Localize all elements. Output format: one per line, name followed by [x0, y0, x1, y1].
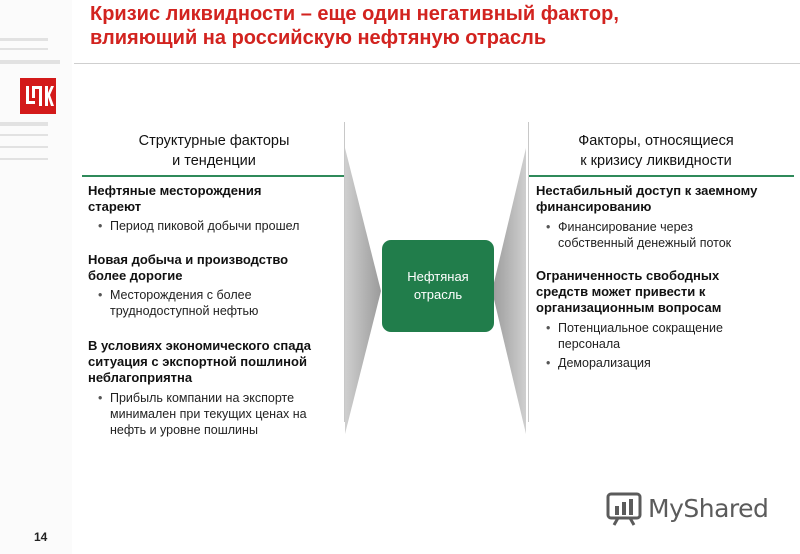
slide-title: [90, 2, 780, 50]
sidebar-stripe: [0, 158, 48, 160]
left-column-heading: [100, 131, 328, 171]
left-bullet-text: труднодоступной нефтью: [110, 304, 259, 318]
left-item-title: [88, 252, 342, 284]
right-heading-line: к кризису ликвидности: [580, 153, 732, 169]
sidebar-stripe: [0, 60, 60, 64]
myshared-logo-icon: [606, 492, 642, 526]
right-bullet-text: Потенциальное сокращение: [558, 321, 723, 335]
lukoil-logo-icon: [20, 78, 56, 114]
sidebar-stripe: [0, 146, 48, 148]
left-heading-line: и тенденции: [172, 153, 256, 169]
center-box-line: Нефтяная: [407, 269, 469, 284]
left-bullet-text: нефть и уровне пошлины: [110, 423, 258, 437]
left-item-title-line: более дорогие: [88, 268, 183, 283]
right-bullet: [546, 355, 790, 371]
right-heading-line: Факторы, относящиеся: [578, 133, 734, 149]
left-heading-rule: [82, 175, 344, 177]
right-item-title-line: финансированию: [536, 199, 652, 214]
left-item-title-line: стареют: [88, 199, 142, 214]
right-bullet: [546, 219, 790, 251]
left-bullet: [98, 287, 342, 319]
sidebar-stripe: [0, 134, 48, 136]
right-bullet-text: Финансирование через: [558, 220, 693, 234]
slide-title-line: Кризис ликвидности – еще один негативный фактор,: [90, 3, 619, 25]
bullet-dot-icon: •: [546, 356, 551, 370]
right-item-title-line: Нестабильный доступ к заемному: [536, 183, 758, 198]
left-item-title-line: неблагоприятна: [88, 370, 193, 385]
left-item-title-line: Нефтяные месторождения: [88, 183, 262, 198]
left-bullet-text: Месторождения с более: [110, 288, 252, 302]
sidebar-stripe: [0, 38, 48, 41]
left-item-title-line: В условиях экономического спада: [88, 338, 311, 353]
right-arrow-shape: [492, 148, 528, 434]
right-item-title-line: Ограниченность свободных: [536, 268, 720, 283]
left-bullet-text: Прибыль компании на экспорте: [110, 391, 295, 405]
left-item-title-line: Новая добыча и производство: [88, 252, 289, 267]
right-item-title-line: организационным вопросам: [536, 300, 722, 315]
right-heading-rule: [528, 175, 794, 177]
right-bullet-text: собственный денежный поток: [558, 236, 732, 250]
bullet-dot-icon: •: [546, 321, 551, 335]
left-item-title: [88, 183, 342, 215]
bullet-dot-icon: •: [98, 219, 103, 233]
left-bullet: [98, 218, 342, 234]
bullet-dot-icon: •: [546, 220, 551, 234]
right-item-title: [536, 183, 790, 215]
left-bullet-text: Период пиковой добычи прошел: [110, 219, 300, 233]
sidebar-stripe: [0, 122, 48, 126]
sidebar-stripe: [0, 48, 48, 50]
page-number: 14: [34, 530, 48, 544]
myshared-watermark: [606, 490, 776, 530]
slide-title-line: влияющий на российскую нефтяную отрасль: [90, 27, 547, 49]
myshared-text: MyShared: [648, 494, 769, 523]
title-divider: [74, 63, 800, 64]
left-bullet-text: минимален при текущих ценах на: [110, 407, 307, 421]
oil-industry-box: [382, 240, 494, 332]
right-column-heading: [530, 131, 782, 171]
left-item-title-line: ситуация с экспортной пошлиной: [88, 354, 307, 369]
left-arrow-shape: [345, 148, 385, 434]
bullet-dot-icon: •: [98, 391, 103, 405]
left-item-title: [88, 338, 348, 386]
left-bullet: [98, 390, 348, 438]
right-item-title: [536, 268, 790, 316]
right-column-border: [528, 122, 529, 422]
center-box-line: отрасль: [413, 287, 463, 302]
left-heading-line: Структурные факторы: [138, 133, 290, 149]
right-bullet-text: персонала: [558, 337, 621, 351]
right-item-title-line: средств может привести к: [536, 284, 706, 299]
right-bullet: [546, 320, 790, 352]
bullet-dot-icon: •: [98, 288, 103, 302]
right-bullet-text: Деморализация: [558, 356, 651, 370]
